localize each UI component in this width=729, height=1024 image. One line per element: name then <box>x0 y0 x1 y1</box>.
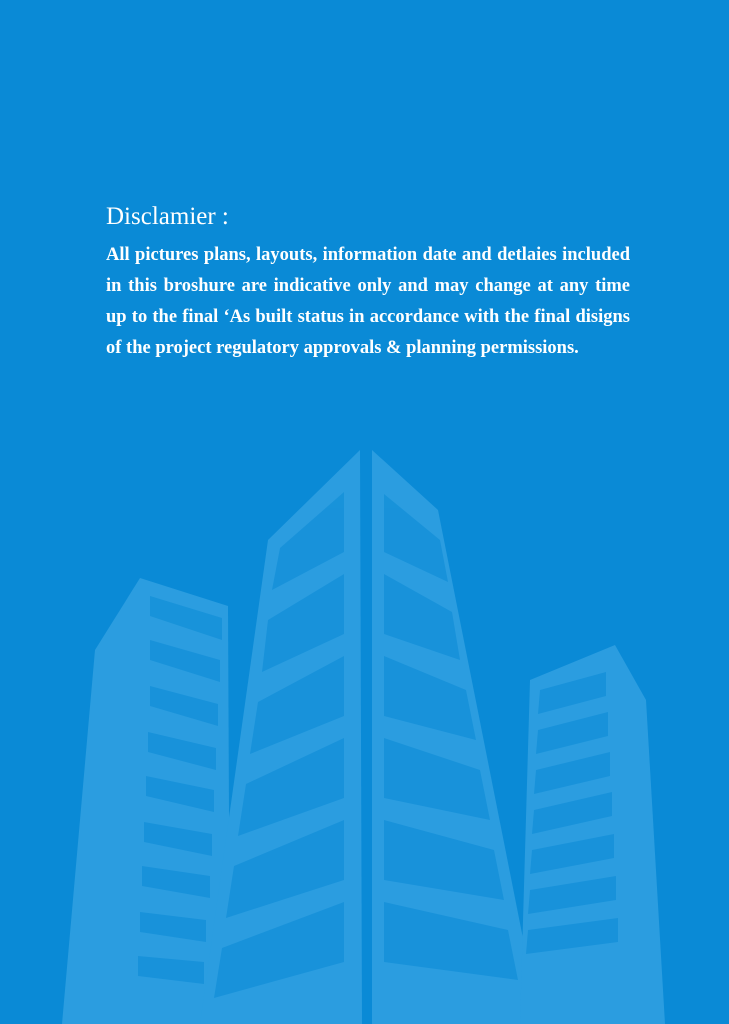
disclaimer-body: All pictures plans, layouts, information date and detlaies included in this broshure are indicative only and may change at any time up to the final ‘As built status in accordance with the final disigns of the project regulatory approvals & planning permissions. <box>106 245 630 358</box>
disclaimer-title: Disclamier : <box>106 203 229 230</box>
disclaimer-block <box>106 200 630 364</box>
